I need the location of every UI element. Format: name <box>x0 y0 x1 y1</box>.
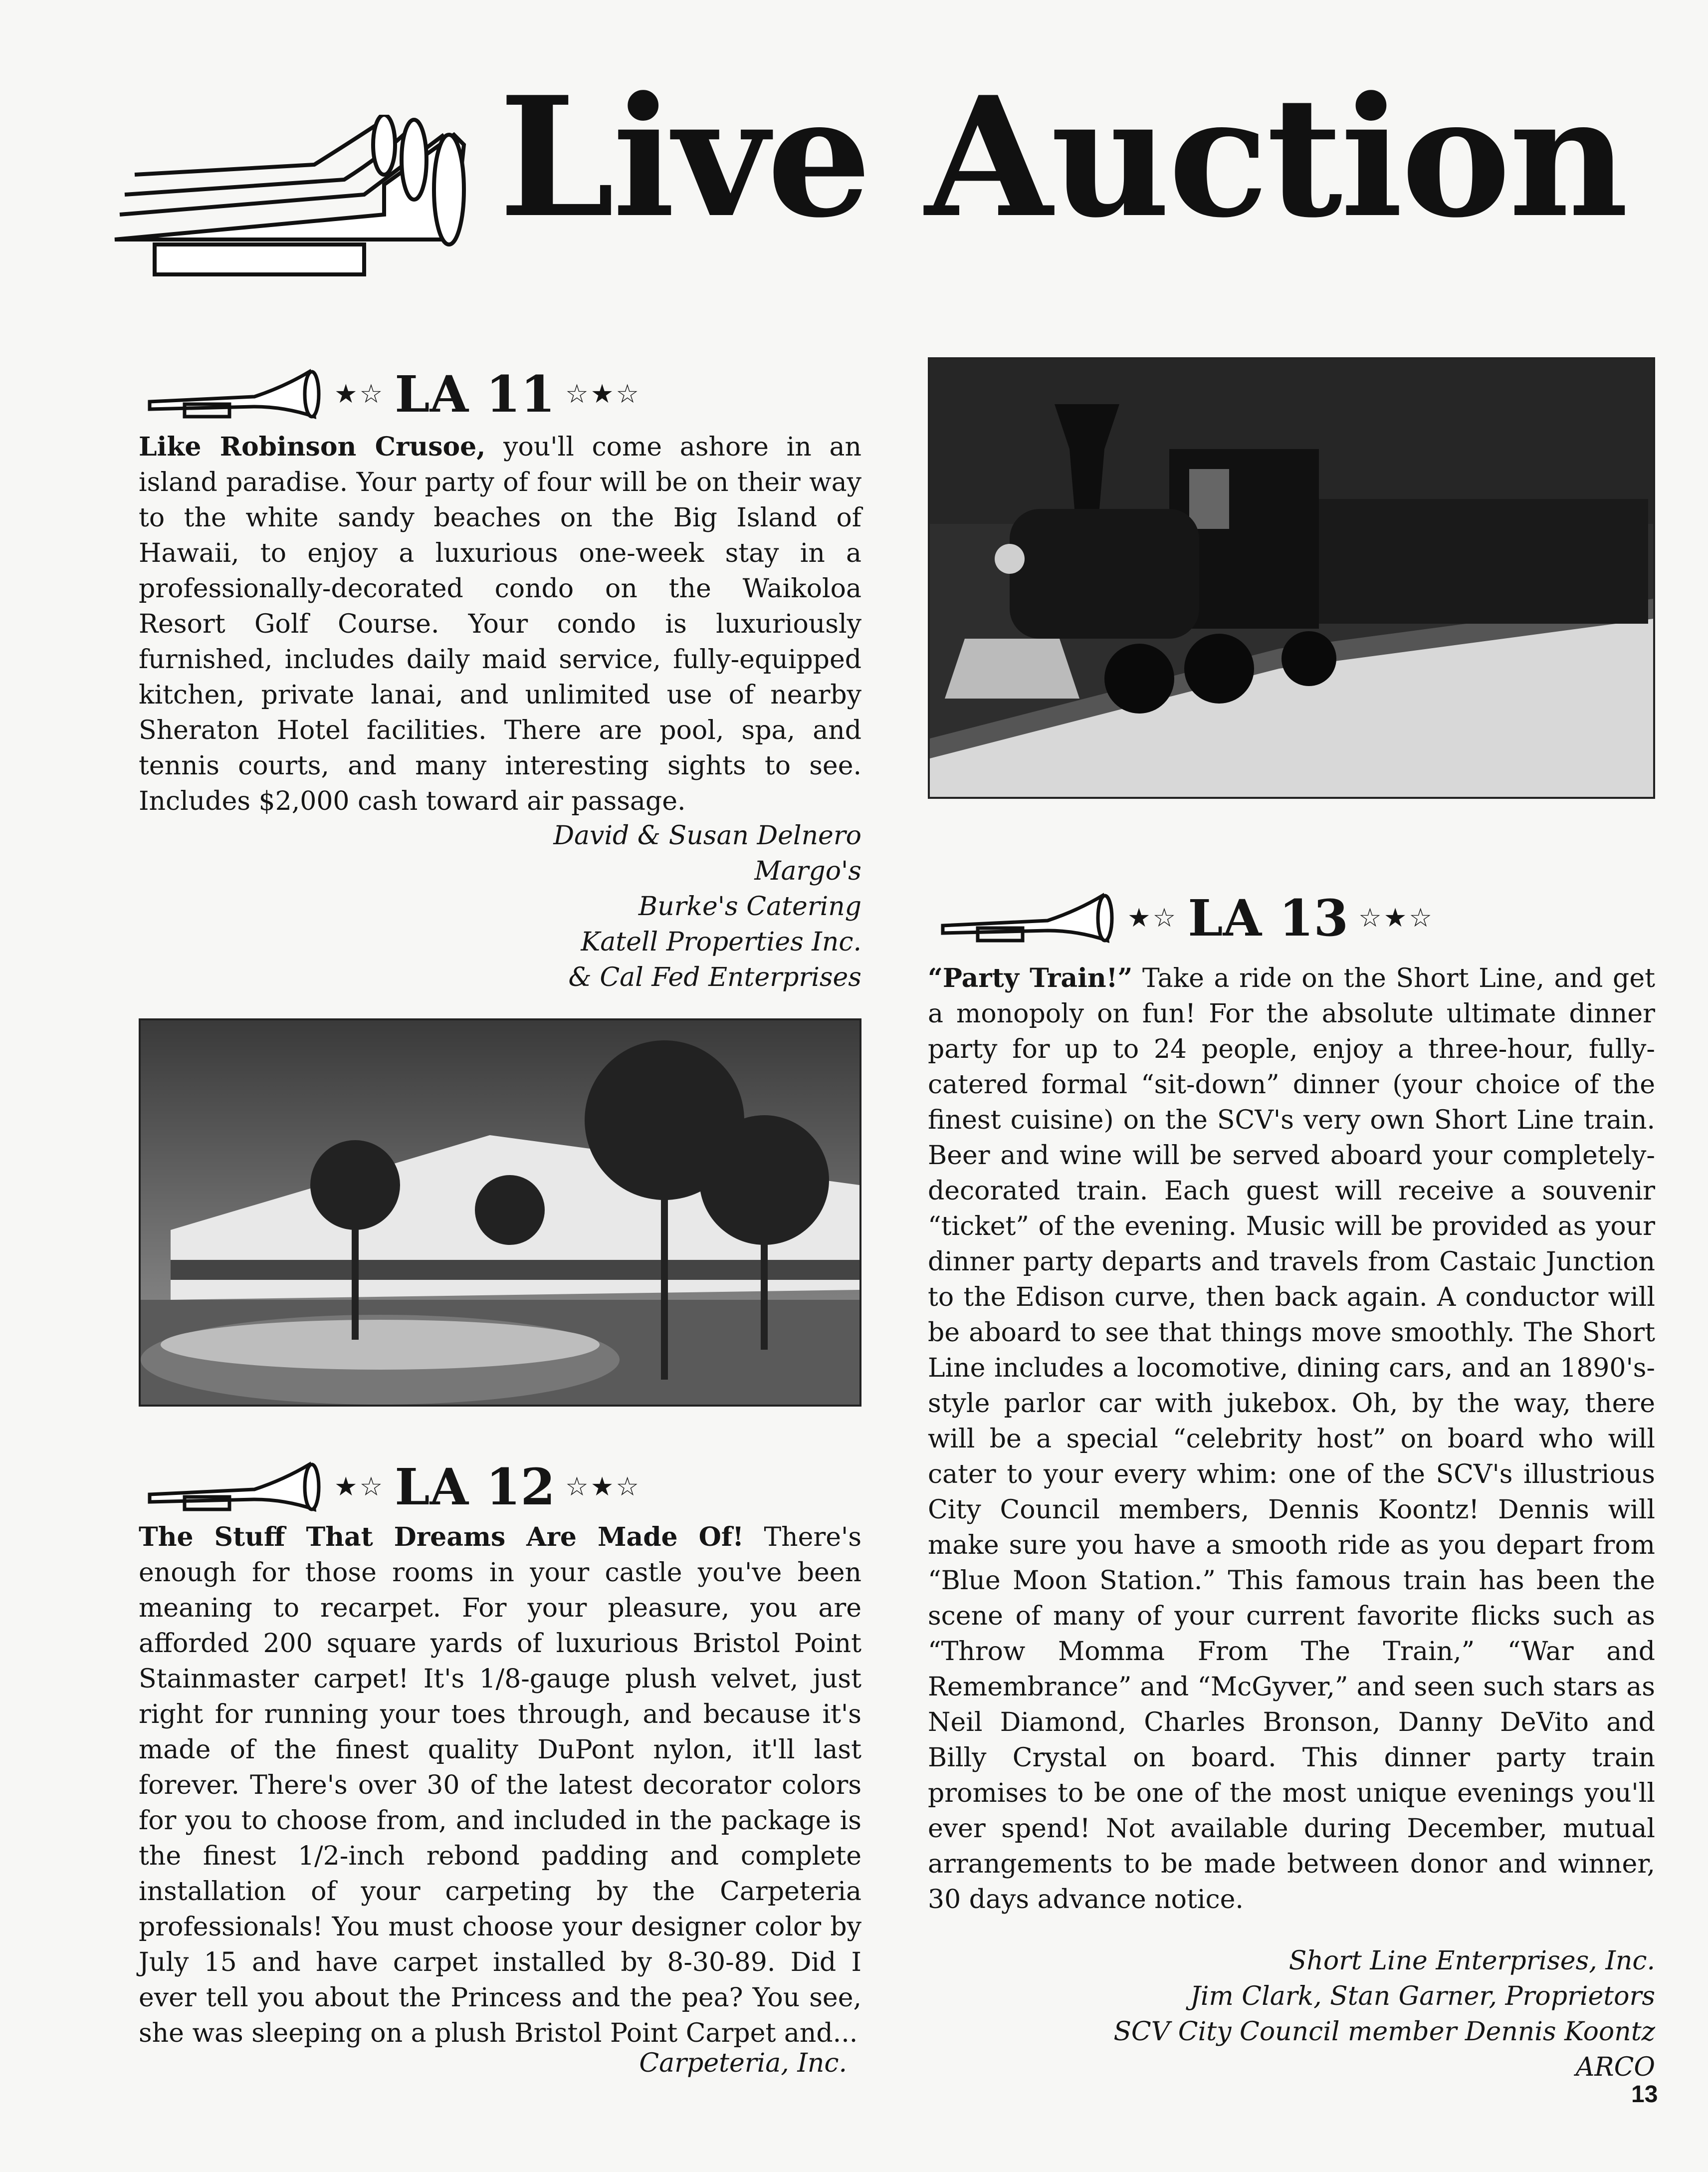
stars-decoration: ★☆ <box>334 1472 385 1502</box>
horn-icon <box>145 1459 334 1514</box>
lot-number: LA 12 <box>395 1457 556 1516</box>
stars-decoration: ☆★☆ <box>565 379 641 409</box>
building-photo <box>139 1018 861 1407</box>
page-title: Live Auction <box>499 60 1627 254</box>
stars-decoration: ★☆ <box>334 379 385 409</box>
lot-description-la11: Like Robinson Crusoe, you'll come ashore in an island paradise. Your party of four will be on their way to the white sandy beaches on the Big Island of Hawaii, to enjoy a luxurious one-week stay in a professionally-decorated condo on the Waikoloa Resort Golf Course. Your condo is luxuriously furnished, includes daily maid service, fully-equipped kitchen, private lanai, and unlimited use of nearby Sheraton Hotel facilities. There are pool, spa, and tennis courts, and many interesting sights to see. Includes $2,000 cash toward air passage. <box>139 432 861 816</box>
lot-number: LA 13 <box>1188 889 1349 948</box>
donors-la12: Carpeteria, Inc. <box>639 2048 847 2078</box>
horn-icon <box>938 891 1127 946</box>
lot-heading-la11 <box>145 364 641 424</box>
horn-icon <box>145 367 334 422</box>
page-number: 13 <box>1631 2081 1658 2108</box>
stars-decoration: ★☆ <box>1127 903 1178 933</box>
lot-lead: “Party Train!” <box>928 963 1133 993</box>
stars-decoration: ☆★☆ <box>1358 903 1434 933</box>
train-photo <box>928 357 1655 799</box>
donors-la13: Short Line Enterprises, Inc. Jim Clark, Stan Garner, Proprietors SCV City Council member Dennis Koontz ARCO <box>1113 1946 1655 2082</box>
lot-description-la12: The Stuff That Dreams Are Made Of! There's enough for those rooms in your castle you've been meaning to recarpet. For your pleasure, you are afforded 200 square yards of luxurious Bristol Point Stainmaster carpet! It's 1/8-gauge plush velvet, just right for running your toes through, and because it's made of the finest quality DuPont nylon, it'll last forever. There's over 30 of the latest decorator colors for you to choose from, and included in the package is the finest 1/2-inch rebond padding and complete installation of your carpeting by the Carpeteria professionals! You must choose your designer color by July 15 and have carpet installed by 8-30-89. Did I ever tell you about the Princess and the pea? You see, she was sleeping on a plush Bristol Point Carpet and... <box>139 1522 862 2048</box>
lot-description-la13: “Party Train!” Take a ride on the Short Line, and get a monopoly on fun! For the absolute ultimate dinner party for up to 24 people, enjoy a three-hour, fully-catered formal “sit-down” dinner (your choice of the finest cuisine) on the SCV's very own Short Line train. Beer and wine will be served aboard your completely-decorated train. Each guest will receive a souvenir “ticket” of the evening. Music will be provided as your dinner party departs and travels from Castaic Junction to the Edison curve, then back again. A conductor will be aboard to see that things move smoothly. The Short Line includes a locomotive, dining cars, and an 1890's-style parlor car with jukebox. Oh, by the way, there will be a special “celebrity host” on board who will cater to your every whim: one of the SCV's illustrious City Council members, Dennis Koontz! Dennis will make sure you have a smooth ride as you depart from “Blue Moon Station.” This famous train has been the scene of many of your current favorite flicks such as “Throw Momma From The Train,” “War and Remembrance” and “McGyver,” and seen such stars as Neil Diamond, Charles Bronson, Danny DeVito and Billy Crystal on board. This dinner party train promises to be one of the most unique evenings you'll ever spend! Not available during December, mutual arrangements to be made between donor and winner, 30 days advance notice. <box>928 963 1655 1915</box>
stars-decoration: ☆★☆ <box>565 1472 641 1502</box>
lot-heading-la12 <box>145 1457 641 1517</box>
donors-la11: David & Susan Delnero Margo's Burke's Catering Katell Properties Inc. & Cal Fed Enterprises <box>553 821 861 992</box>
lot-lead: The Stuff That Dreams Are Made Of! <box>139 1522 744 1552</box>
trumpets-icon <box>105 115 484 284</box>
lot-number: LA 11 <box>395 365 556 424</box>
lot-lead: Like Robinson Crusoe, <box>139 432 486 462</box>
lot-heading-la13 <box>938 888 1434 948</box>
